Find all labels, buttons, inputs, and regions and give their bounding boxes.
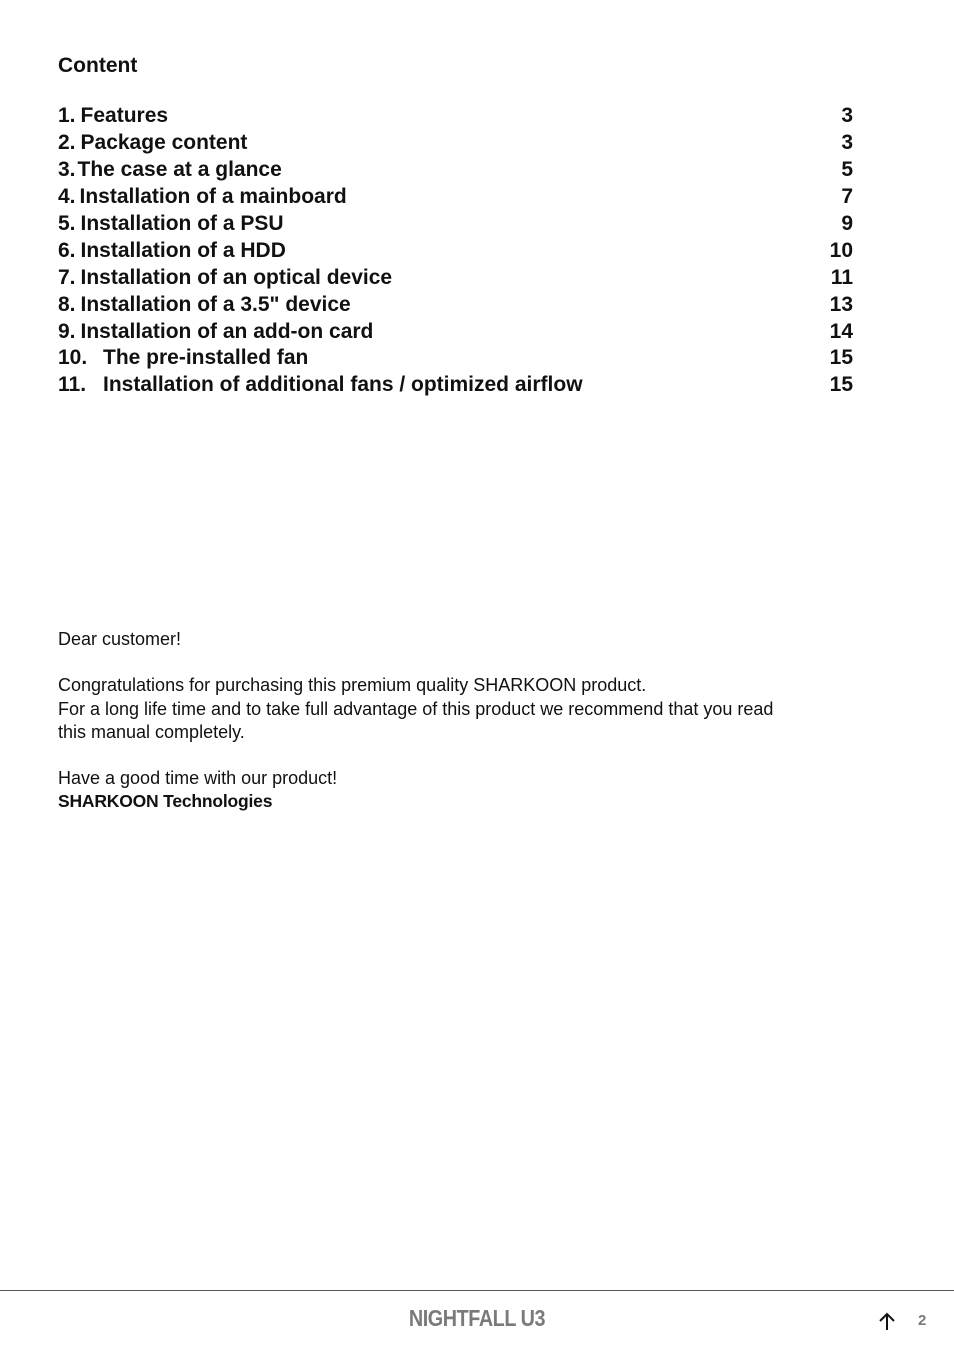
footer-divider (0, 1290, 954, 1291)
toc-entry-add-on-card[interactable] (58, 318, 853, 345)
toc-entry-number: 4. (58, 185, 76, 209)
toc-entry-number: 1. (58, 104, 76, 128)
paragraph-gap (58, 744, 918, 767)
toc-entry-psu[interactable] (58, 211, 853, 238)
toc-entry-number: 10. (58, 346, 88, 370)
toc-entry-page: 3 (841, 131, 853, 155)
toc-entry-title: The pre-installed fan (103, 346, 309, 370)
toc-entry-title: Installation of an add-on card (80, 319, 374, 343)
toc-entry-title: Package content (80, 131, 248, 155)
toc-entry-page: 9 (841, 212, 853, 235)
toc-entry-page: 14 (829, 319, 853, 343)
toc-entry-number: 9. (58, 319, 76, 343)
toc-entry-3-5-device[interactable] (58, 291, 853, 318)
toc-entry-package-content[interactable] (58, 130, 853, 157)
toc-entry-title: Installation of a HDD (80, 238, 286, 262)
footer-product-title: NIGHTFALL U3 (408, 1305, 546, 1331)
letter-signature: SHARKOON Technologies (58, 791, 273, 812)
table-of-contents (58, 103, 853, 399)
toc-entry-page: 13 (829, 292, 853, 316)
letter-line: this manual completely. (58, 721, 245, 742)
toc-entry-features[interactable] (58, 103, 853, 130)
toc-entry-pre-installed-fan[interactable] (58, 345, 853, 372)
arrow-up-icon[interactable] (874, 1309, 900, 1335)
toc-entry-mainboard[interactable] (58, 184, 853, 211)
toc-entry-hdd[interactable] (58, 237, 853, 264)
toc-entry-case-at-a-glance[interactable] (58, 157, 853, 184)
letter-line: Congratulations for purchasing this premium quality SHARKOON product. (58, 675, 647, 696)
toc-entry-page: 5 (841, 158, 853, 182)
toc-entry-page: 7 (841, 185, 853, 209)
toc-entry-title: Installation of a 3.5" device (80, 292, 351, 316)
toc-entry-optical-device[interactable] (58, 264, 853, 291)
toc-entry-title: Installation of a PSU (80, 212, 284, 235)
toc-entry-title: Installation of an optical device (80, 265, 393, 289)
toc-entry-number: 11. (58, 373, 87, 397)
toc-entry-additional-fans[interactable] (58, 372, 853, 399)
footer-page-number: 2 (918, 1312, 927, 1329)
toc-entry-number: 2. (58, 131, 76, 155)
toc-entry-page: 15 (829, 346, 853, 370)
toc-entry-number: 5. (58, 212, 76, 235)
toc-entry-number: 6. (58, 238, 76, 262)
toc-entry-number: 3. (58, 158, 76, 182)
toc-entry-title: Installation of additional fans / optimized airflow (103, 373, 583, 397)
toc-entry-title: The case at a glance (77, 158, 282, 182)
toc-entry-page: 15 (829, 373, 853, 397)
toc-heading: Content (58, 54, 138, 77)
toc-entry-title: Installation of a mainboard (79, 185, 347, 209)
letter-line: For a long life time and to take full advantage of this product we recommend that you read (58, 698, 774, 719)
toc-entry-page: 11 (830, 265, 853, 289)
customer-letter (58, 628, 918, 814)
toc-entry-number: 8. (58, 292, 76, 316)
toc-entry-number: 7. (58, 265, 76, 289)
paragraph-gap (58, 651, 918, 674)
toc-entry-page: 10 (829, 238, 853, 262)
toc-entry-title: Features (80, 104, 169, 128)
letter-closing: Have a good time with our product! (58, 768, 338, 789)
toc-entry-page: 3 (841, 104, 853, 128)
letter-greeting: Dear customer! (58, 629, 182, 649)
